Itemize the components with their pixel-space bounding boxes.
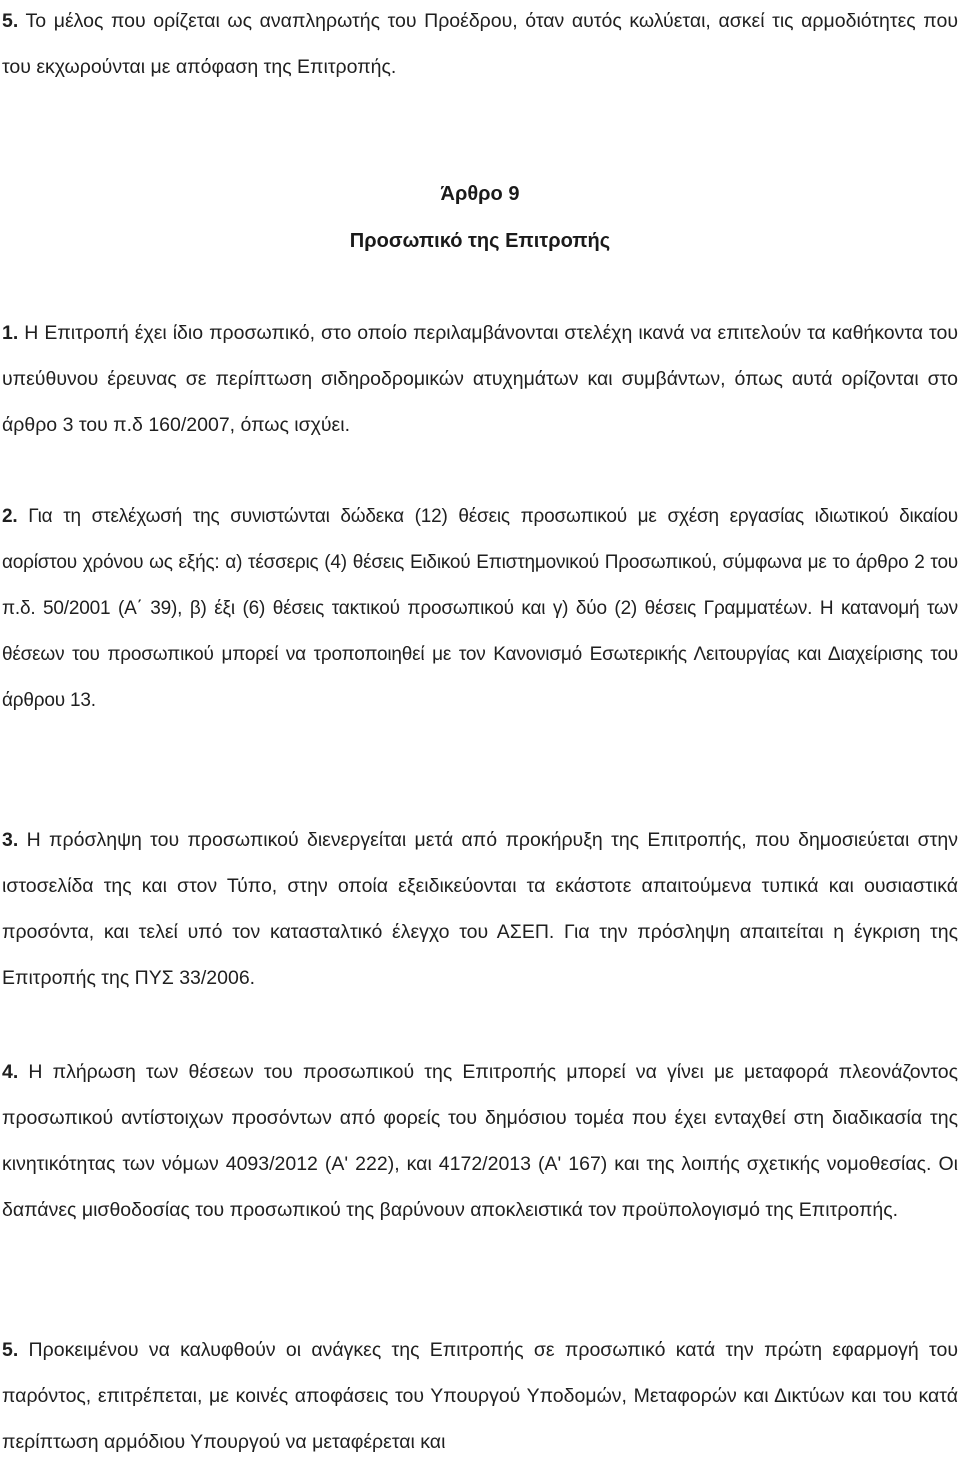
paragraph-text: Η πρόσληψη του προσωπικού διενεργείται μετά από προκήρυξη της Επιτροπής, που δημοσιεύεται στην ιστοσελίδα της και στον Τύπο, στην οποία εξειδικεύονται τα εκάστοτε απαιτούμενα τυπικά και ουσιαστικά προσόντα, και τελεί υπό τον κατασταλτικό έλεγχο του ΑΣΕΠ. Για την πρόσληψη απαιτείται η έγκριση της Επιτροπής της ΠΥΣ 33/2006. [2, 829, 958, 989]
paragraph-5 [2, 1327, 958, 1465]
paragraph-number: 2. [2, 506, 18, 527]
paragraph-number: 4. [2, 1061, 19, 1083]
paragraph-text: Το μέλος που ορίζεται ως αναπληρωτής του Προέδρου, όταν αυτός κωλύεται, ασκεί τις αρμοδιότητες που του εκχωρούνται με απόφαση της Επιτροπής. [2, 10, 958, 78]
paragraph-number: 3. [2, 829, 19, 851]
paragraph-text: Για τη στελέχωσή της συνιστώνται δώδεκα (12) θέσεις προσωπικού με σχέση εργασίας ιδιωτικού δικαίου αορίστου χρόνου ως εξής: α) τέσσερις (4) θέσεις Ειδικού Επιστημονικού Προσωπικού, σύμφωνα με το άρθρο 2 του π.δ. 50/2001 (Α΄ 39), β) έξι (6) θέσεις τακτικού προσωπικού και γ) δύο (2) θέσεις Γραμματέων. Η κατανομή των θέσεων του προσωπικού μπορεί να τροποποιηθεί με τον Κανονισμό Εσωτερικής Λειτουργίας και Διαχείρισης του άρθρου 13. [2, 506, 958, 711]
article-title: Προσωπικό της Επιτροπής [349, 230, 611, 252]
paragraph-text: Προκειμένου να καλυφθούν οι ανάγκες της Επιτροπής σε προσωπικό κατά την πρώτη εφαρμογή του παρόντος, επιτρέπεται, με κοινές αποφάσεις του Υπουργού Υποδομών, Μεταφορών και Δικτύων και του κατά περίπτωση αρμόδιου Υπουργού να μεταφέρεται και [2, 1339, 958, 1453]
paragraph-text: Η πλήρωση των θέσεων του προσωπικού της Επιτροπής μπορεί να γίνει με μεταφορά πλεονάζοντος προσωπικού αντίστοιχων προσόντων από φορείς του δημόσιου τομέα που έχει ενταχθεί στη διαδικασία της κινητικότητας των νόμων 4093/2012 (Α' 222), και 4172/2013 (Α' 167) και της λοιπής σχετικής νομοθεσίας. Οι δαπάνες μισθοδοσίας του προσωπικού της βαρύνουν αποκλειστικά τον προϋπολογισμό της Επιτροπής. [2, 1061, 958, 1221]
paragraph-5-continued [2, 0, 958, 90]
paragraph-3 [2, 817, 958, 1001]
paragraph-number: 5. [2, 10, 19, 32]
paragraph-1 [2, 310, 958, 448]
paragraph-2 [2, 494, 958, 724]
article-number: Άρθρο 9 [440, 183, 520, 205]
paragraph-number: 1. [2, 322, 19, 344]
paragraph-4 [2, 1049, 958, 1233]
paragraph-number: 5. [2, 1339, 19, 1361]
paragraph-text: Η Επιτροπή έχει ίδιο προσωπικό, στο οποίο περιλαμβάνονται στελέχη ικανά να επιτελούν τα καθήκοντα του υπεύθυνου έρευνας σε περίπτωση σιδηροδρομικών ατυχημάτων και συμβάντων, όπως αυτά ορίζονται στο άρθρο 3 του π.δ 160/2007, όπως ισχύει. [2, 322, 958, 436]
